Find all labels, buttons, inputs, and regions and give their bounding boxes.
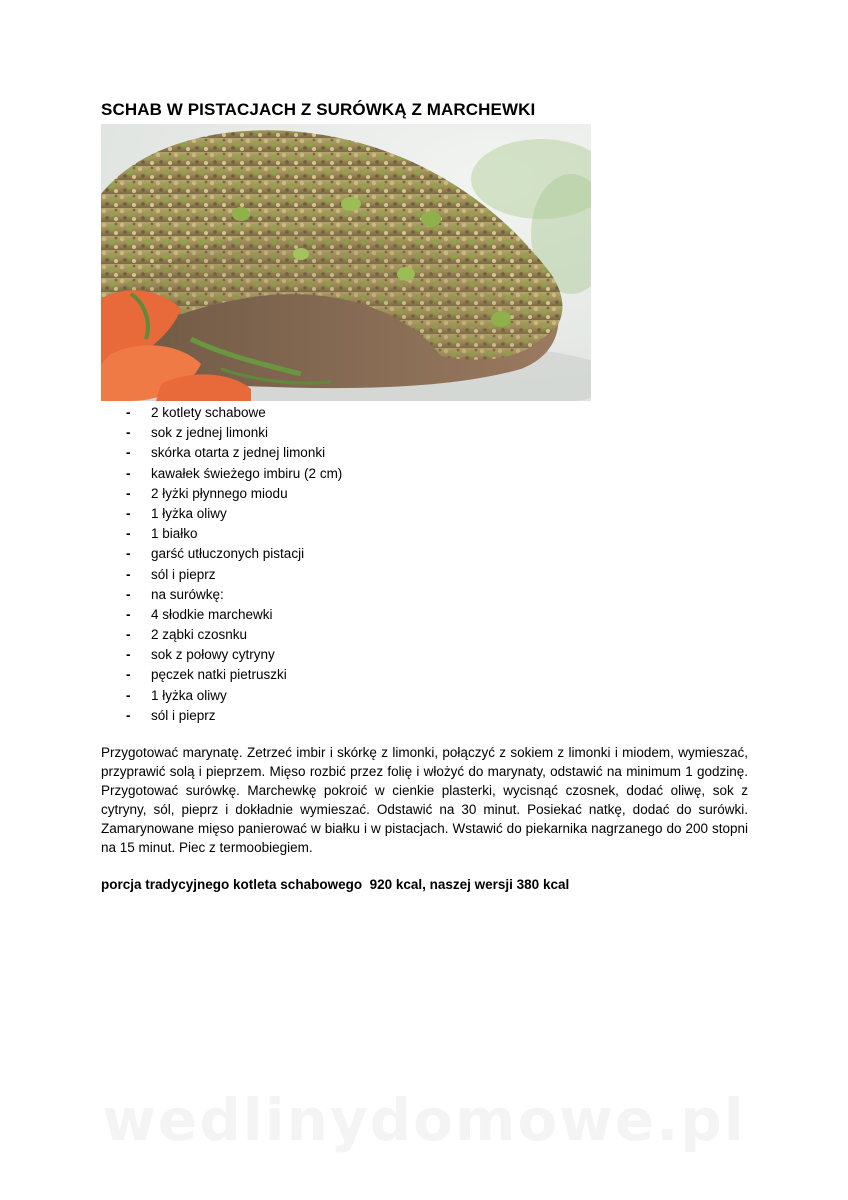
list-item [101, 706, 342, 726]
bullet-dash: - [126, 546, 131, 562]
recipe-title: SCHAB W PISTACJACH Z SURÓWKĄ Z MARCHEWKI [101, 100, 536, 119]
bullet-dash: - [126, 405, 131, 420]
list-item [101, 443, 342, 463]
list-item [101, 565, 342, 585]
ingredient-text: garść utłuczonych pistacji [151, 546, 305, 562]
bullet-dash: - [126, 627, 131, 643]
bullet-dash: - [126, 566, 131, 582]
ingredient-text: 2 ząbki czosnku [151, 627, 248, 643]
watermark: wedlinydomowe.pl [102, 1086, 746, 1154]
ingredient-text: na surówkę: [151, 586, 224, 602]
ingredients-list [101, 403, 342, 726]
bullet-dash: - [126, 606, 131, 622]
list-item [101, 464, 342, 484]
bullet-dash: - [126, 425, 131, 441]
ingredient-text: sok z jednej limonki [151, 425, 269, 441]
list-item [101, 585, 342, 605]
ingredient-text: 4 słodkie marchewki [151, 606, 273, 622]
list-item [101, 504, 342, 524]
recipe-photo-illustration [101, 124, 591, 401]
list-item [101, 544, 342, 564]
bullet-dash: - [126, 505, 131, 521]
ingredient-text: pęczek natki pietruszki [151, 667, 287, 683]
list-item [101, 403, 342, 423]
recipe-photo [101, 124, 591, 401]
ingredient-text: skórka otarta z jednej limonki [151, 445, 326, 461]
bullet-dash: - [126, 707, 131, 723]
ingredient-text: 1 łyżka oliwy [151, 505, 227, 521]
list-item [101, 645, 342, 665]
ingredient-text: sok z połowy cytryny [151, 647, 275, 663]
ingredient-text: sól i pieprz [151, 566, 216, 582]
list-item [101, 524, 342, 544]
list-item [101, 484, 342, 504]
bullet-dash: - [126, 687, 131, 703]
ingredient-text: sól i pieprz [151, 707, 216, 723]
ingredient-text: 1 łyżka oliwy [151, 687, 227, 703]
instructions-paragraph: Przygotować marynatę. Zetrzeć imbir i skórkę z limonki, połączyć z sokiem z limonki i miodem, wymieszać, przyprawić solą i pieprzem. Mięso rozbić przez folię i włożyć do marynaty, odstawić na minimum 1 godzinę. Przygotować surówkę. Marchewkę pokroić w cienkie plasterki, wycisnąć czosnek, dodać oliwę, sok z cytryny, sól, pieprz i dokładnie wymieszać. Odstawić na 30 minut. Posiekać natkę, dodać do surówki. Zamarynowane mięso panierować w białku i w pistacjach. Wstawić do piekarnika nagrzanego do 200 stopni na 15 minut. Piec z termoobiegiem. [101, 745, 748, 855]
bullet-dash: - [126, 485, 131, 501]
ingredient-text: 2 kotlety schabowe [151, 405, 266, 420]
calorie-summary: porcja tradycyjnego kotleta schabowego 920 kcal, naszej wersji 380 kcal [101, 877, 570, 892]
ingredient-text: kawałek świeżego imbiru (2 cm) [151, 465, 343, 481]
list-item [101, 665, 342, 685]
list-item [101, 625, 342, 645]
bullet-dash: - [126, 667, 131, 683]
bullet-dash: - [126, 465, 131, 481]
list-item [101, 423, 342, 443]
ingredient-text: 1 białko [151, 526, 198, 542]
list-item [101, 605, 342, 625]
bullet-dash: - [126, 647, 131, 663]
bullet-dash: - [126, 445, 131, 461]
ingredient-text: 2 łyżki płynnego miodu [151, 485, 288, 501]
bullet-dash: - [126, 526, 131, 542]
bullet-dash: - [126, 586, 131, 602]
list-item [101, 686, 342, 706]
